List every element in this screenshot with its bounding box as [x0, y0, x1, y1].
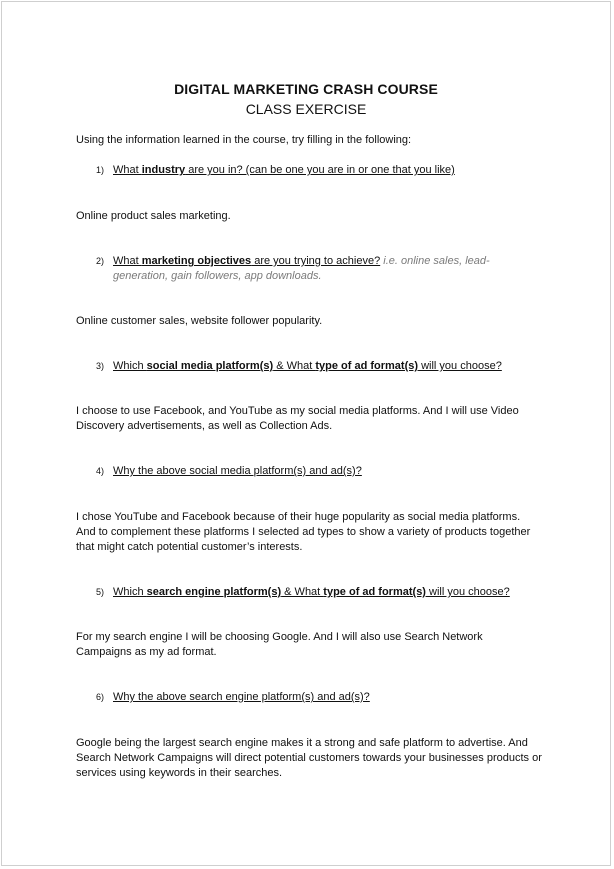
document-title: DIGITAL MARKETING CRASH COURSE: [174, 81, 438, 97]
question-number: 3): [96, 361, 105, 371]
question-number: 4): [96, 466, 105, 476]
answer-3: I choose to use Facebook, and YouTube as my social media platforms. And I will use Video Discovery advertisements, as well as Collection Ads.: [76, 405, 519, 432]
question-hint: i.e. online sales, lead-generation, gain followers, app downloads.: [113, 255, 490, 282]
answer-5: For my search engine I will be choosing Google. And I will also use Search Network Campaigns as my ad format.: [76, 631, 483, 658]
question-3: [96, 359, 516, 374]
answer-4: I chose YouTube and Facebook because of their huge popularity as social media platforms. And to complement these platforms I selected ad types to show a variety of products together that might catch potential customer’s interests.: [76, 511, 531, 553]
question-4: [96, 464, 516, 479]
answer-6: Google being the largest search engine makes it a strong and safe platform to advertise. And Search Network Campaigns will direct potential customers towards your businesses products or services using keywords in their searches.: [76, 737, 542, 779]
document-page: [1, 1, 611, 866]
question-number: 6): [96, 692, 105, 702]
question-6: [96, 690, 516, 705]
answer-1: Online product sales marketing.: [76, 210, 231, 222]
question-2: [96, 254, 526, 284]
question-number: 5): [96, 587, 105, 597]
question-number: 2): [96, 256, 105, 266]
question-text: Which search engine platform(s) & What type of ad format(s) will you choose?: [113, 586, 510, 598]
question-text: Which social media platform(s) & What type of ad format(s) will you choose?: [113, 360, 502, 372]
question-text: What marketing objectives are you trying to achieve? i.e. online sales, lead-generation, gain followers, app downloads.: [113, 255, 490, 282]
question-text: Why the above search engine platform(s) and ad(s)?: [113, 691, 370, 703]
intro-paragraph: Using the information learned in the course, try filling in the following:: [76, 134, 412, 146]
document-subtitle: CLASS EXERCISE: [245, 101, 367, 117]
question-text: Why the above social media platform(s) and ad(s)?: [113, 465, 362, 477]
question-text: What industry are you in? (can be one you are in or one that you like): [113, 164, 455, 176]
question-number: 1): [96, 165, 105, 175]
answer-2: Online customer sales, website follower popularity.: [76, 315, 323, 327]
question-1: [96, 163, 516, 178]
question-5: [96, 585, 516, 600]
